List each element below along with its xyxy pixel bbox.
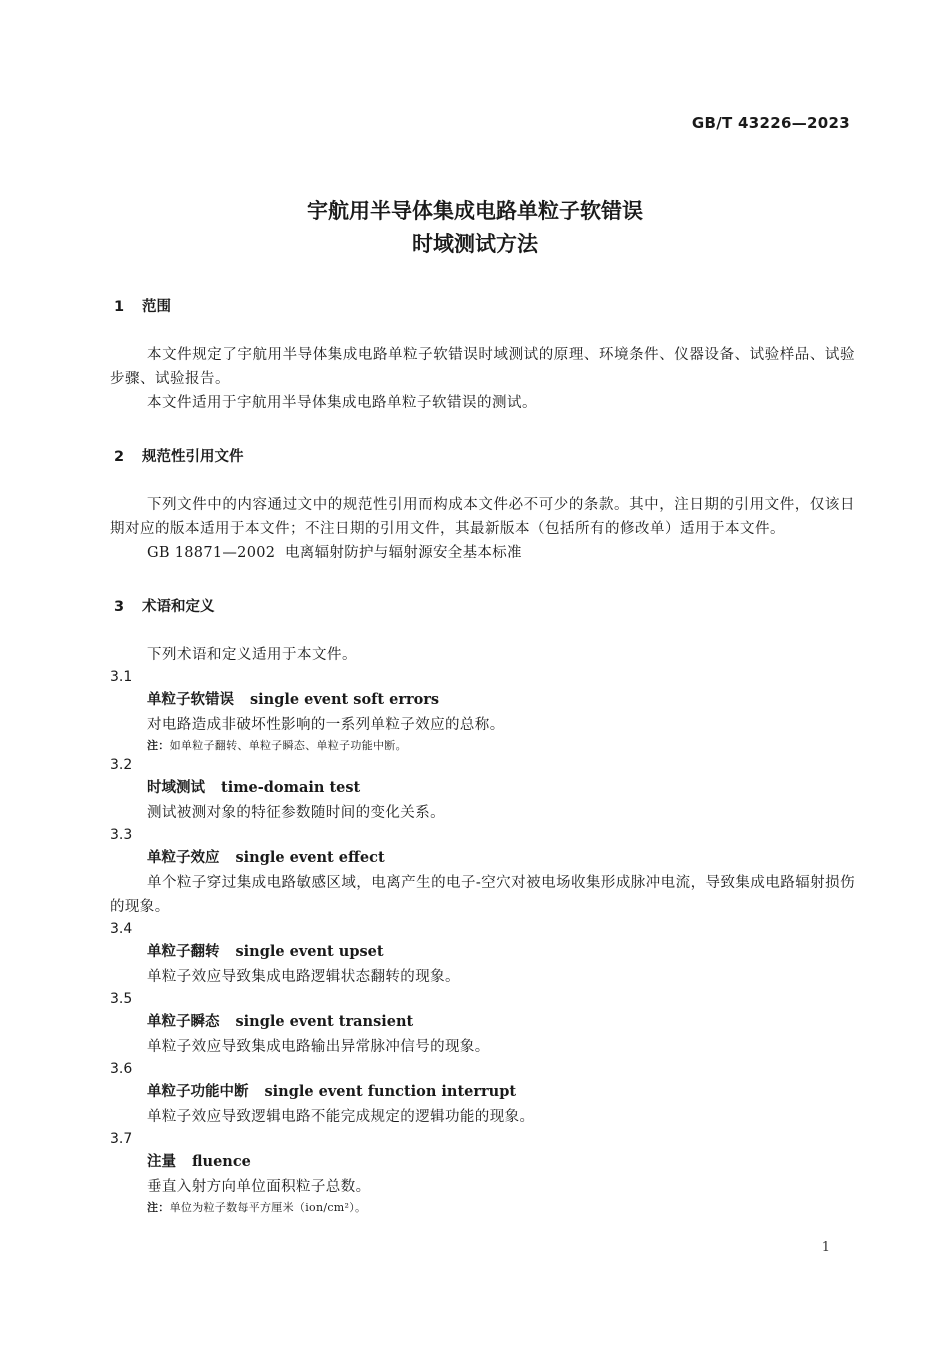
term-chinese: 注量 [147, 1154, 176, 1170]
section-number: 3 [114, 599, 125, 615]
term-english: fluence [192, 1153, 251, 1170]
term-chinese: 单粒子翻转 [147, 944, 220, 960]
paragraph: 下列术语和定义适用于本文件。 [147, 647, 357, 663]
term-number: 3.1 [110, 669, 133, 685]
term-chinese: 单粒子瞬态 [147, 1014, 220, 1030]
title-line-1: 宇航用半导体集成电路单粒子软错误 [307, 199, 643, 223]
term-definition: 垂直入射方向单位面积粒子总数。 [147, 1179, 371, 1195]
term-number: 3.7 [110, 1131, 133, 1147]
term-number: 3.3 [110, 827, 133, 843]
term-note [110, 737, 855, 755]
term-chinese: 单粒子软错误 [147, 692, 234, 708]
reference-code: GB 18871—2002 [147, 545, 276, 561]
section-title: 范围 [142, 299, 171, 315]
term-name [110, 939, 855, 965]
reference-entry [110, 541, 855, 565]
document-body [110, 293, 855, 1217]
term-english: single event upset [235, 943, 384, 960]
page-number: 1 [821, 1240, 830, 1255]
reference-title: 电离辐射防护与辐射源安全基本标准 [285, 545, 522, 561]
standard-code: GB/T 43226—2023 [691, 114, 850, 132]
term-number: 3.2 [110, 757, 133, 773]
term-name [110, 775, 855, 801]
title-line-2: 时域测试方法 [412, 232, 538, 256]
term-definition: 单粒子效应导致集成电路输出异常脉冲信号的现象。 [147, 1039, 490, 1055]
section-heading-scope [110, 293, 855, 321]
term-definition: 单粒子效应导致逻辑电路不能完成规定的逻辑功能的现象。 [147, 1109, 535, 1125]
term-english: single event transient [235, 1013, 414, 1030]
term-chinese: 单粒子效应 [147, 850, 220, 866]
term-chinese: 单粒子功能中断 [147, 1084, 249, 1100]
section-title: 规范性引用文件 [142, 449, 244, 465]
term-name [110, 845, 855, 871]
term-definition: 对电路造成非破坏性影响的一系列单粒子效应的总称。 [147, 717, 505, 733]
document-title [0, 195, 950, 261]
paragraph: 本文件适用于宇航用半导体集成电路单粒子软错误的测试。 [147, 395, 537, 411]
term-definition: 单粒子效应导致集成电路逻辑状态翻转的现象。 [147, 969, 460, 985]
term-name [110, 1079, 855, 1105]
term-definition: 测试被测对象的特征参数随时间的变化关系。 [147, 805, 445, 821]
term-name [110, 1009, 855, 1035]
section-number: 1 [114, 299, 125, 315]
section-title: 术语和定义 [142, 599, 215, 615]
section-heading-terms [110, 593, 855, 621]
term-name [110, 687, 855, 713]
term-number: 3.6 [110, 1061, 133, 1077]
term-number: 3.4 [110, 921, 133, 937]
paragraph: 下列文件中的内容通过文中的规范性引用而构成本文件必不可少的条款。其中，注日期的引用文件，仅该日期对应的版本适用于本文件；不注日期的引用文件，其最新版本（包括所有的修改单）适用于本文件。 [110, 497, 855, 537]
note-text: 单位为粒子数每平方厘米（ion/cm²）。 [169, 1201, 367, 1214]
term-chinese: 时域测试 [147, 780, 205, 796]
note-label: 注： [147, 1201, 170, 1214]
section-number: 2 [114, 449, 125, 465]
note-label: 注： [147, 739, 170, 752]
paragraph: 本文件规定了宇航用半导体集成电路单粒子软错误时域测试的原理、环境条件、仪器设备、试验样品、试验步骤、试验报告。 [110, 347, 855, 387]
term-note [110, 1199, 855, 1217]
term-english: single event function interrupt [264, 1083, 517, 1100]
term-name [110, 1149, 855, 1175]
term-definition: 单个粒子穿过集成电路敏感区域，电离产生的电子-空穴对被电场收集形成脉冲电流，导致集成电路辐射损伤的现象。 [110, 875, 855, 915]
term-english: single event effect [235, 849, 385, 866]
term-english: single event soft errors [250, 691, 440, 708]
section-heading-normative-references [110, 443, 855, 471]
term-english: time-domain test [221, 779, 361, 796]
term-number: 3.5 [110, 991, 133, 1007]
note-text: 如单粒子翻转、单粒子瞬态、单粒子功能中断。 [169, 739, 407, 752]
